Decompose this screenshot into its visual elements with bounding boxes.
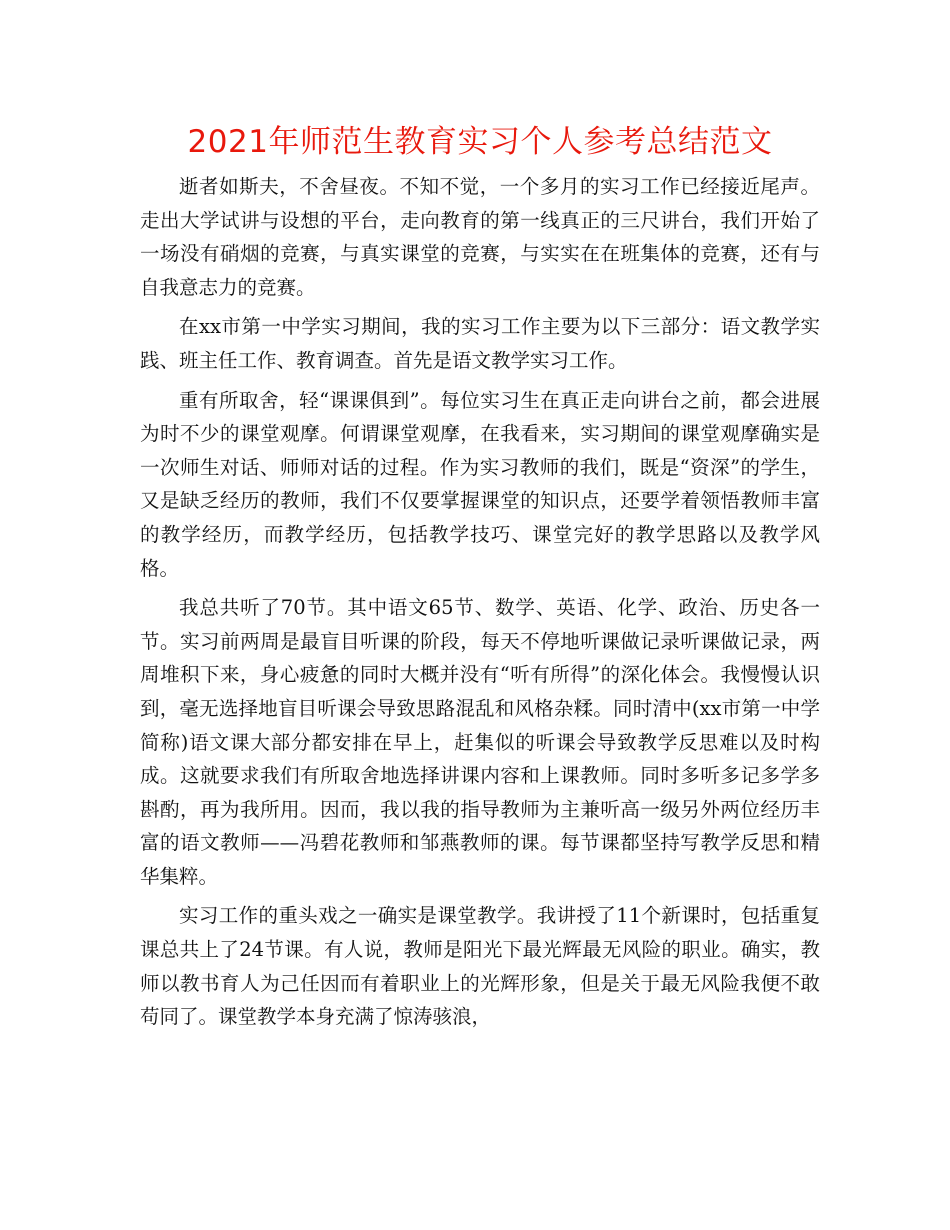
document-title: 2021年师范生教育实习个人参考总结范文 [187,124,773,160]
paragraph-4: 我总共听了70节。其中语文65节、数学、英语、化学、政治、历史各一节。实习前两周是最盲目听课的阶段，每天不停地听课做记录听课做记录，两周堆积下来，身心疲惫的同时大概并没有“听有所得”的深化体会。我慢慢认识到，毫无选择地盲目听课会导致思路混乱和风格杂糅。同时清中(xx市第一中学简称)语文课大部分都安排在早上，赶集似的听课会导致教学反思难以及时构成。这就要求我们有所取舍地选择讲课内容和上课教师。同时多听多记多学多斟酌，再为我所用。因而，我以我的指导教师为主兼听高一级另外两位经历丰富的语文教师——冯碧花教师和邹燕教师的课。每节课都坚持写教学反思和精华集粹。 [140,596,820,888]
paragraph-3: 重有所取舍，轻“课课俱到”。每位实习生在真正走向讲台之前，都会进展为时不少的课堂观摩。何谓课堂观摩，在我看来，实习期间的课堂观摩确实是一次师生对话、师师对话的过程。作为实习教师的我们，既是“资深”的学生，又是缺乏经历的教师，我们不仅要掌握课堂的知识点，还要学着领悟教师丰富的教学经历，而教学经历，包括教学技巧、课堂完好的教学思路以及教学风格。 [140,388,820,580]
paragraph-5: 实习工作的重头戏之一确实是课堂教学。我讲授了11个新课时，包括重复课总共上了24节课。有人说，教师是阳光下最光辉最无风险的职业。确实，教师以教书育人为己任因而有着职业上的光辉形象，但是关于最无风险我便不敢苟同了。课堂教学本身充满了惊涛骇浪， [140,904,820,1029]
paragraph-2: 在xx市第一中学实习期间，我的实习工作主要为以下三部分：语文教学实践、班主任工作、教育调查。首先是语文教学实习工作。 [140,315,820,372]
paragraph-1: 逝者如斯夫，不舍昼夜。不知不觉，一个多月的实习工作已经接近尾声。走出大学试讲与设想的平台，走向教育的第一线真正的三尺讲台，我们开始了一场没有硝烟的竞赛，与真实课堂的竞赛，与实实在在班集体的竞赛，还有与自我意志力的竞赛。 [140,175,820,299]
